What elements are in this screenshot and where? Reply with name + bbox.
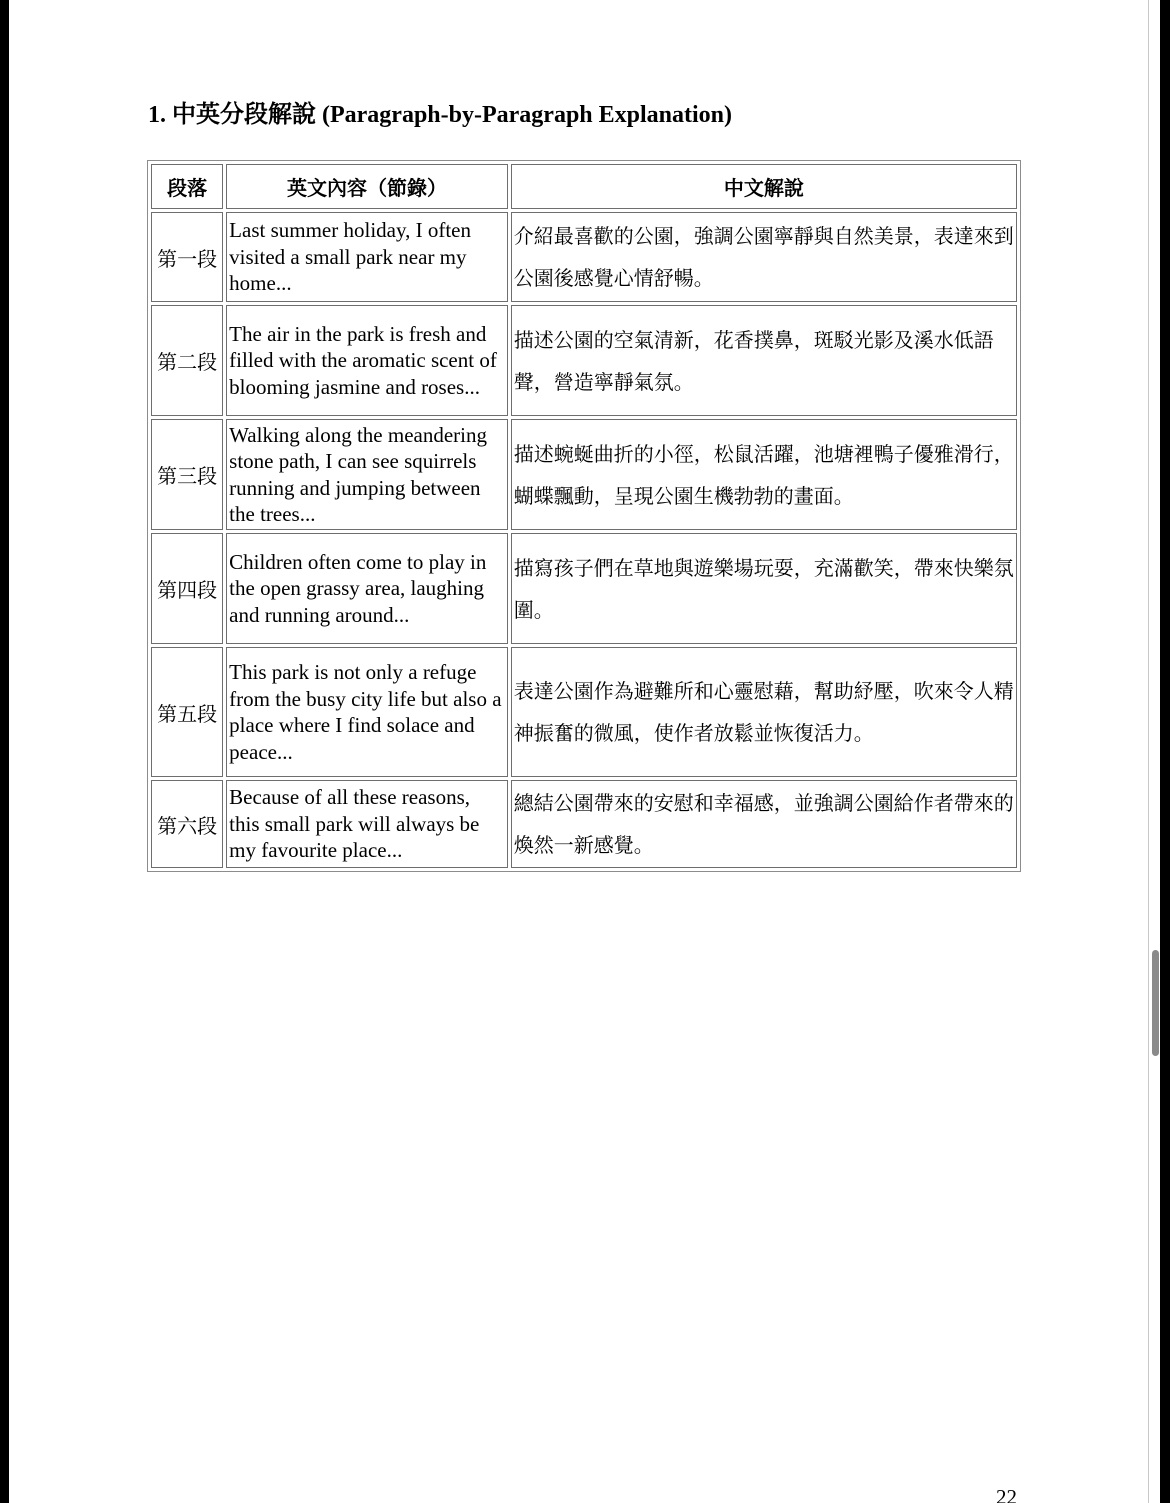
header-english-content: 英文內容（節錄） [226,164,508,209]
chinese-explanation: 介紹最喜歡的公園，強調公園寧靜與自然美景，表達來到公園後感覺心情舒暢。 [511,212,1017,302]
english-excerpt: This park is not only a refuge from the busy city life but also a place where I find solace and peace... [226,647,508,777]
chinese-explanation: 表達公園作為避難所和心靈慰藉，幫助紓壓，吹來令人精神振奮的微風，使作者放鬆並恢復活力。 [511,647,1017,777]
paragraph-label: 第四段 [151,533,223,644]
english-excerpt: Walking along the meandering stone path, I can see squirrels running and jumping between the trees... [226,419,508,530]
header-chinese-explanation: 中文解說 [511,164,1017,209]
window-right-edge [1160,0,1170,1503]
paragraph-label: 第三段 [151,419,223,530]
header-paragraph: 段落 [151,164,223,209]
english-excerpt: The air in the park is fresh and filled with the aromatic scent of blooming jasmine and roses... [226,305,508,416]
paragraph-label: 第五段 [151,647,223,777]
scrollbar-thumb[interactable] [1152,950,1159,1056]
chinese-explanation: 描述公園的空氣清新，花香撲鼻，斑駁光影及溪水低語聲，營造寧靜氣氛。 [511,305,1017,416]
chinese-explanation: 描寫孩子們在草地與遊樂場玩耍，充滿歡笑，帶來快樂氛圍。 [511,533,1017,644]
chinese-explanation: 描述蜿蜒曲折的小徑，松鼠活躍，池塘裡鴨子優雅滑行，蝴蝶飄動，呈現公園生機勃勃的畫面。 [511,419,1017,530]
table-row [151,305,1017,416]
english-excerpt: Children often come to play in the open grassy area, laughing and running around... [226,533,508,644]
page-number: 22 [996,1485,1017,1503]
table-header-row [151,164,1017,209]
table-row [151,647,1017,777]
english-excerpt: Last summer holiday, I often visited a small park near my home... [226,212,508,302]
paragraph-label: 第一段 [151,212,223,302]
window-left-edge [0,0,9,1503]
table-row [151,212,1017,302]
section-heading: 1. 中英分段解說 (Paragraph-by-Paragraph Explanation) [148,102,733,128]
table-row [151,533,1017,644]
english-excerpt: Because of all these reasons, this small park will always be my favourite place... [226,780,508,868]
paragraph-label: 第六段 [151,780,223,868]
paragraph-label: 第二段 [151,305,223,416]
paragraph-explanation-table [147,160,1021,872]
table-row [151,780,1017,868]
table-row [151,419,1017,530]
page-edge-divider [1148,0,1149,1503]
chinese-explanation: 總結公園帶來的安慰和幸福感，並強調公園給作者帶來的煥然一新感覺。 [511,780,1017,868]
